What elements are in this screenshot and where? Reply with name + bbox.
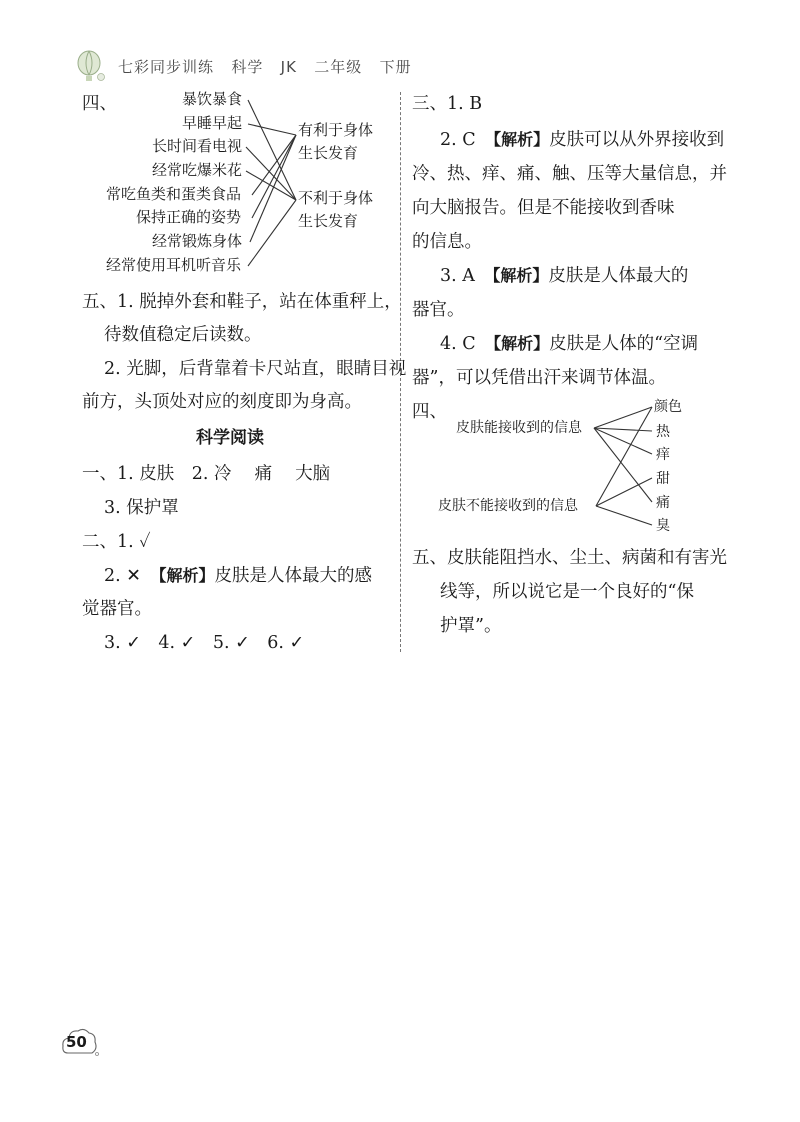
page-header <box>74 50 414 86</box>
q4-text: 皮肤是人体的“空调 <box>549 334 699 354</box>
match-line <box>248 124 296 135</box>
r2-q2-line2: 觉器官。 <box>82 599 152 619</box>
s4-target-2a: 不利于身体 <box>298 189 374 207</box>
header-grade: 二年级 <box>314 58 363 76</box>
s4-target-1a: 有利于身体 <box>298 121 374 139</box>
q2-line3: 向大脑报告。但是不能接收到香味 <box>412 198 675 218</box>
s4-target-2b: 生长发育 <box>298 212 359 230</box>
s4-source-2: 皮肤不能接收到的信息 <box>438 498 578 514</box>
match-line <box>248 200 296 266</box>
analysis-tag: 【解析】 <box>493 130 550 149</box>
match-line <box>596 506 652 525</box>
q2-line2: 冷、热、痒、痛、触、压等大量信息，并 <box>412 164 727 184</box>
right-q4 <box>440 332 698 356</box>
s4-item: 保持正确的姿势 <box>136 208 242 226</box>
right-q2 <box>440 128 724 152</box>
analysis-tag: 【解析】 <box>493 334 550 353</box>
header-series: 七彩同步训练 <box>118 58 215 76</box>
s4-item: 经常吃爆米花 <box>152 161 243 179</box>
s4-target: 甜 <box>656 471 670 487</box>
header-subject: 科学 <box>231 58 264 76</box>
left-s5-line3: 2. 光脚，后背靠着卡尺站直，眼睛目视 <box>104 359 407 379</box>
right-q3 <box>440 264 688 288</box>
match-line <box>594 407 652 428</box>
header-edition: JK <box>280 58 297 76</box>
left-s5-line1: 五、1. 脱掉外套和鞋子，站在体重秤上， <box>82 292 402 312</box>
right-s3-line1: 三、1. B <box>412 94 483 114</box>
q2-text: 皮肤可以从外界接收到 <box>549 130 725 150</box>
header-title <box>118 56 412 77</box>
s4-target-1b: 生长发育 <box>298 144 359 162</box>
match-line <box>248 100 296 200</box>
left-s5-line2: 待数值稳定后读数。 <box>104 325 262 345</box>
left-s5-line4: 前方，头顶处对应的刻度即为身高。 <box>82 392 362 412</box>
analysis-tag: 【解析】 <box>492 266 549 285</box>
q3-prefix: 3. A <box>440 266 493 286</box>
match-line <box>252 135 296 218</box>
page-number <box>60 1023 100 1063</box>
s4-item: 常吃鱼类和蛋类食品 <box>106 185 242 203</box>
r1-line1: 一、1. 皮肤 2. 冷 痛 大脑 <box>82 464 331 484</box>
balloon-logo-icon <box>74 50 108 84</box>
q2-prefix: 2. C <box>440 130 494 150</box>
s4-target: 颜色 <box>654 399 682 415</box>
s4-item: 长时间看电视 <box>152 137 243 155</box>
right-matching-lines <box>590 398 656 532</box>
s4-source-1: 皮肤能接收到的信息 <box>456 420 582 436</box>
q4-line2: 器”，可以凭借出汗来调节体温。 <box>412 368 666 388</box>
r2-line1: 二、1. ✓ <box>82 532 151 552</box>
s4-target: 臭 <box>656 518 670 534</box>
s4-target: 痒 <box>656 447 670 463</box>
s4-target: 痛 <box>656 495 670 511</box>
q3-line2: 器官。 <box>412 300 465 320</box>
q2-line4: 的信息。 <box>412 232 482 252</box>
s4-item: 暴饮暴食 <box>182 90 243 108</box>
s4-item: 经常使用耳机听音乐 <box>106 256 242 274</box>
left-s4-label: 四、 <box>82 94 117 114</box>
header-volume: 下册 <box>379 58 412 76</box>
page-number-text: 50 <box>66 1033 87 1051</box>
left-matching-lines <box>240 90 300 280</box>
right-s4-label: 四、 <box>412 402 447 422</box>
q4-prefix: 4. C <box>440 334 494 354</box>
right-s5-line1: 五、皮肤能阻挡水、尘土、病菌和有害光 <box>412 548 727 568</box>
match-line <box>594 428 652 431</box>
q3-text: 皮肤是人体最大的 <box>548 266 689 286</box>
right-s5-line2: 线等，所以说它是一个良好的“保 <box>440 582 694 602</box>
r2-q2-text: 皮肤是人体最大的感 <box>214 566 372 586</box>
s4-item: 经常锻炼身体 <box>152 232 243 250</box>
match-line <box>594 428 652 502</box>
analysis-tag: 【解析】 <box>158 566 215 585</box>
r2-q2-prefix: 2. ✕ <box>104 566 159 586</box>
r2-q2 <box>104 564 372 588</box>
right-s5-line3: 护罩”。 <box>440 616 502 636</box>
s4-target: 热 <box>656 424 670 440</box>
r1-line2: 3. 保护罩 <box>104 498 179 518</box>
match-line <box>594 428 652 454</box>
reading-title: 科学阅读 <box>196 428 264 448</box>
s4-item: 早睡早起 <box>182 114 243 132</box>
r2-q3-6: 3. ✓ 4. ✓ 5. ✓ 6. ✓ <box>104 633 305 653</box>
